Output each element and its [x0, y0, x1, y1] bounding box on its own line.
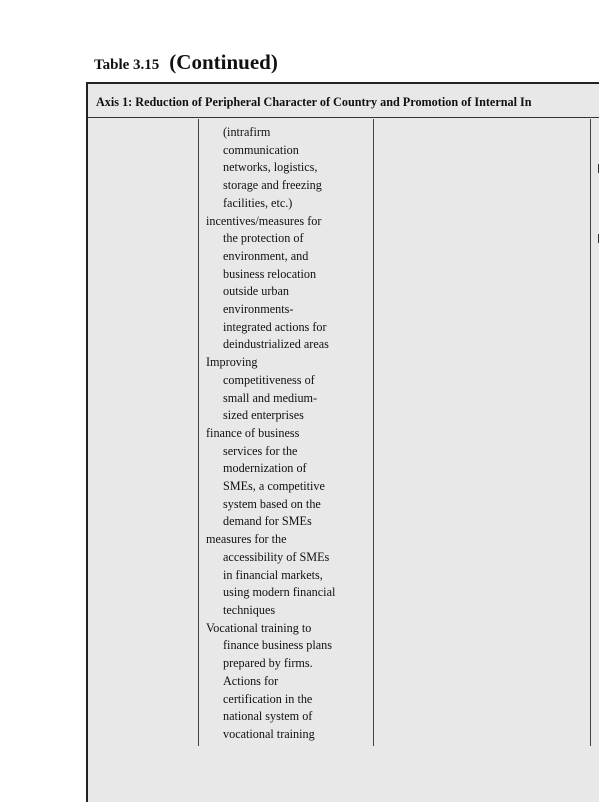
cell-line: modernization of — [223, 461, 307, 476]
continued-label: (Continued) — [169, 50, 278, 74]
cell-line: finance of business — [206, 425, 300, 440]
cell-line: competitiveness of — [223, 372, 315, 387]
measures-cell — [206, 124, 371, 744]
table-caption — [94, 50, 278, 75]
cell-line: networks, logistics, — [223, 160, 318, 175]
cell-line: certification in the — [223, 691, 313, 706]
cell-line: measures for the — [206, 532, 287, 547]
cell-line: integrated actions for — [223, 319, 327, 334]
cell-line: business relocation — [223, 266, 317, 281]
cell-line: services for the — [223, 443, 298, 458]
cell-line: techniques — [223, 602, 276, 617]
cell-line: Improving — [206, 355, 258, 370]
cell-line: storage and freezing — [223, 178, 322, 193]
cell-line: (intrafirm — [223, 125, 271, 139]
cell-line: system based on the — [223, 496, 321, 511]
cell-line: small and medium- — [223, 390, 318, 405]
cell-line: in financial markets, — [223, 567, 323, 582]
table-number: Table 3.15 — [94, 57, 160, 73]
cell-line: finance business plans — [223, 638, 332, 653]
cell-line: sized enterprises — [223, 408, 304, 423]
cell-line: Vocational training to — [206, 620, 312, 635]
table — [86, 82, 599, 802]
cell-line: using modern financial — [223, 585, 336, 600]
cell-line: the protection of — [223, 231, 304, 246]
cell-line: incentives/measures for — [206, 213, 322, 228]
cell-line: environment, and — [223, 248, 309, 263]
cell-line: SMEs, a competitive — [223, 479, 325, 494]
column-divider — [198, 119, 199, 746]
axis-header: Axis 1: Reduction of Peripheral Character of Country and Promotion of Internal In — [88, 84, 599, 118]
cell-line: deindustrialized areas — [223, 337, 329, 352]
cell-line: outside urban — [223, 284, 290, 299]
cell-line: accessibility of SMEs — [223, 549, 330, 564]
cell-line: national system of — [223, 709, 313, 724]
cell-line: facilities, etc.) — [223, 195, 293, 210]
cell-line: environments- — [223, 302, 294, 317]
cell-line: communication — [223, 142, 299, 157]
column-divider — [373, 119, 374, 746]
cell-line: prepared by firms. — [223, 656, 313, 671]
column-divider — [590, 119, 591, 746]
cell-line: vocational training — [223, 726, 315, 741]
cell-line: demand for SMEs — [223, 514, 312, 529]
cell-line: Actions for — [223, 673, 279, 688]
